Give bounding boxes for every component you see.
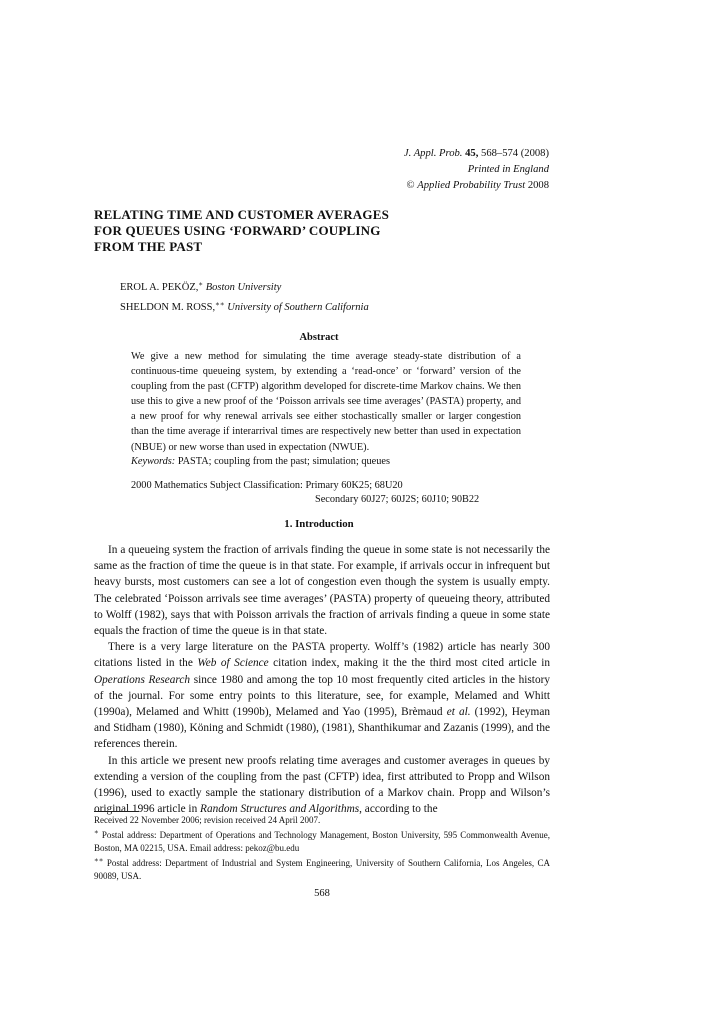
page-number: 568 (314, 888, 330, 899)
paper-title: RELATING TIME AND CUSTOMER AVERAGES FOR QUEUES USING ‘FORWARD’ COUPLING FROM THE PAST (94, 207, 389, 254)
paragraph: There is a very large literature on the PASTA property. Wolff’s (1982) article has nearly 300 citations listed in the Web of Science citation index, making it the the third most cited article in Operations Research since 1980 and among the top 10 most frequently cited articles in the history of the journal. For some entry points to this literature, see, for example, Melamed and Whitt (1990a), Melamed and Whitt (1990b), Melamed and Yao (1995), Brèmaud et al. (1992), Heyman and Stidham (1980), Köning and Schmidt (1980), (1981), Shanthikumar and Zazanis (1999), and the references therein. (94, 641, 551, 751)
footnote-mark: ∗∗ (94, 856, 104, 865)
paragraph: In this article we present new proofs relating time averages and customer averages in queues by extending a version of the coupling from the past (CFTP) idea, first attributed to Propp and Wilson (1996), used to exactly sample the stationary distribution of a Markov chain. Propp and Wilson’s original 1996 article in Random Structures and Algorithms, according to the (94, 754, 550, 816)
volume: 45, (465, 148, 479, 159)
footnote-mark: ∗ (198, 280, 204, 288)
abstract-heading: Abstract (299, 332, 339, 343)
journal-name: J. Appl. Prob. (403, 148, 463, 159)
trust-name: Applied Probability Trust (417, 180, 526, 191)
pages-year: 568–574 (2008) (481, 148, 549, 159)
citation-line (404, 146, 549, 162)
author (120, 296, 369, 316)
trust-year: 2008 (527, 180, 549, 191)
received-note: Received 22 November 2006; revision received 24 April 2007. (94, 815, 321, 825)
author (120, 276, 369, 296)
msc-classification (131, 479, 479, 507)
journal-info (404, 146, 549, 194)
section-heading: 1. Introduction (284, 518, 354, 530)
footnote: ∗∗ Postal address: Department of Industrial and System Engineering, University of Southern California, Los Angeles, CA 90089, USA. (94, 856, 550, 881)
keywords-text: PASTA; coupling from the past; simulation; queues (177, 456, 390, 467)
author-name: EROL A. PEKÖZ, (120, 282, 199, 293)
footnote-mark: ∗∗ (215, 300, 225, 308)
body-text (94, 542, 550, 817)
abstract-text: We give a new method for simulating the time average steady-state distribution of a continuous-time queueing system, by extending a ‘read-once’ or ‘forward’ version of the coupling from the past (CFTP) algorithm developed for discrete-time Markov chains. We then use this to give a new proof of the ‘Poisson arrivals see time averages’ (PASTA) property, and a new proof for why renewal arrivals see either stochastically smaller or larger congestion than the time average if interarrival times are respectively new better than used in expectation (NBUE) or new worse than used in expectation (NWUE). (131, 351, 521, 453)
author-list (120, 276, 369, 316)
copyright-line (404, 178, 549, 194)
author-name: SHELDON M. ROSS, (120, 302, 216, 313)
keywords-label: Keywords: (131, 456, 176, 467)
footnote-mark: ∗ (94, 828, 99, 837)
footnote-divider (94, 811, 139, 812)
paragraph: In a queueing system the fraction of arrivals finding the queue in some state is not necessarily the same as the fraction of time the queue is in that state. For example, if arrivals occur in infrequent but heavy bursts, most customers can see a lot of congestion even though the system is usually empty. The celebrated ‘Poisson arrivals see time averages’ (PASTA) property of queueing theory, attributed to Wolff (1982), says that with Poisson arrivals the fraction of arrivals finding a queue in some state equals the fraction of time the queue is in that state. (94, 544, 550, 638)
author-affiliation: University of Southern California (227, 302, 369, 313)
footnotes (94, 814, 550, 882)
footnote: ∗ Postal address: Department of Operations and Technology Management, Boston University, 595 Commonwealth Avenue, Boston, MA 02215, USA. Email address: pekoz@bu.edu (94, 828, 550, 853)
printed-line: Printed in England (467, 164, 549, 175)
author-affiliation: Boston University (205, 282, 282, 293)
msc-primary: 2000 Mathematics Subject Classification: Primary 60K25; 68U20 (131, 480, 403, 491)
msc-secondary: Secondary 60J27; 60J2S; 60J10; 90B22 (315, 494, 480, 505)
keywords (131, 456, 531, 467)
copyright-symbol: © (406, 180, 415, 191)
